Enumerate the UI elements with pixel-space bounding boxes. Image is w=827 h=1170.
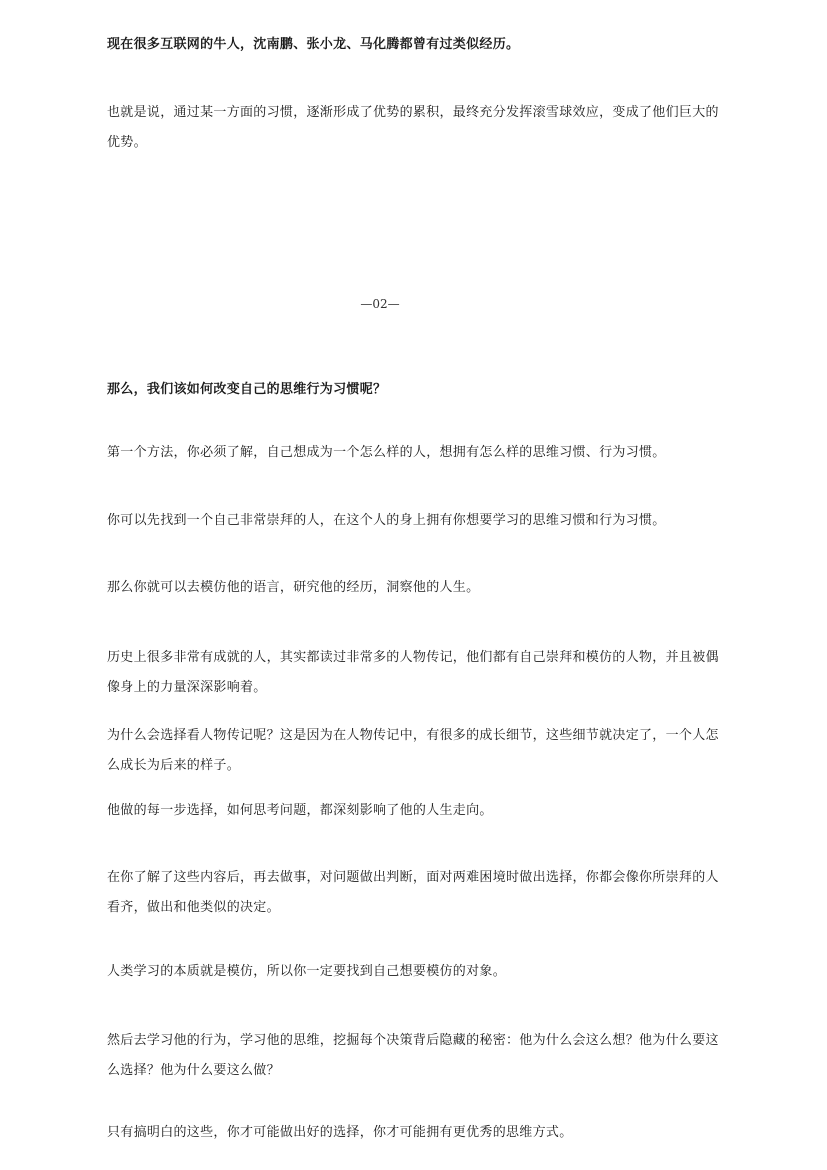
paragraph-intro-bold: 现在很多互联网的牛人，沈南鹏、张小龙、马化腾都曾有过类似经历。	[107, 37, 520, 52]
paragraph-each-choice: 他做的每一步选择，如何思考问题，都深刻影响了他的人生走向。	[107, 803, 493, 818]
paragraph-snowball: 也就是说，通过某一方面的习惯，逐渐形成了优势的累积，最终充分发挥滚雪球效应，变成了他们巨大的优势。	[107, 105, 719, 150]
section-heading: 那么，我们该如何改变自己的思维行为习惯呢？	[107, 382, 387, 397]
section-marker: —02—	[360, 297, 400, 311]
paragraph-after-learning: 在你了解了这些内容后，再去做事，对问题做出判断，面对两难困境时做出选择，你都会像你所崇拜的人看齐，做出和他类似的决定。	[107, 870, 719, 915]
paragraph-learn-behavior: 然后去学习他的行为，学习他的思维，挖掘每个决策背后隐藏的秘密：他为什么会这么想？他为什么要这么选择？他为什么要这么做？	[107, 1033, 719, 1078]
paragraph-find-idol: 你可以先找到一个自己非常崇拜的人，在这个人的身上拥有你想要学习的思维习惯和行为习惯。	[107, 513, 666, 528]
paragraph-imitate: 那么你就可以去模仿他的语言，研究他的经历，洞察他的人生。	[107, 580, 480, 595]
paragraph-why-biographies: 为什么会选择看人物传记呢？这是因为在人物传记中，有很多的成长细节，这些细节就决定了，一个人怎么成长为后来的样子。	[107, 728, 719, 773]
paragraph-biographies: 历史上很多非常有成就的人，其实都读过非常多的人物传记，他们都有自己崇拜和模仿的人物，并且被偶像身上的力量深深影响着。	[107, 650, 719, 695]
paragraph-conclusion: 只有搞明白的这些，你才可能做出好的选择，你才可能拥有更优秀的思维方式。	[107, 1125, 573, 1140]
paragraph-method-one: 第一个方法，你必须了解，自己想成为一个怎么样的人，想拥有怎么样的思维习惯、行为习惯。	[107, 445, 666, 460]
paragraph-essence-imitation: 人类学习的本质就是模仿，所以你一定要找到自己想要模仿的对象。	[107, 964, 507, 979]
